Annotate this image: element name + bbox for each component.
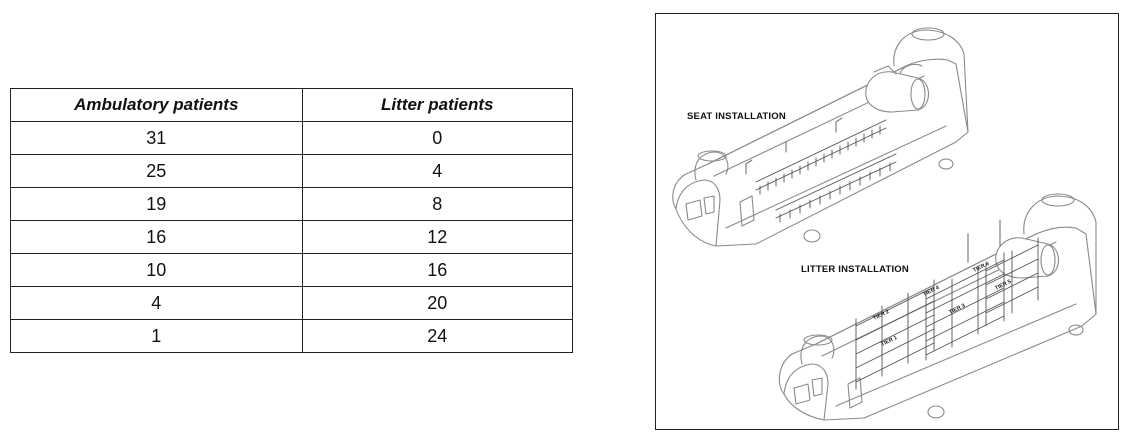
table-row bbox=[11, 155, 573, 188]
tier-2-label: TIER 2 bbox=[872, 308, 891, 322]
tier-6-label: TIER 6 bbox=[972, 260, 991, 274]
table-row bbox=[11, 254, 573, 287]
cell-litter: 24 bbox=[302, 320, 573, 353]
cell-litter: 20 bbox=[302, 287, 573, 320]
header-litter: Litter patients bbox=[302, 89, 573, 122]
table-row bbox=[11, 221, 573, 254]
table-row bbox=[11, 122, 573, 155]
header-ambulatory: Ambulatory patients bbox=[11, 89, 303, 122]
cell-ambulatory: 10 bbox=[11, 254, 303, 287]
litter-helicopter bbox=[779, 194, 1096, 420]
cell-litter: 12 bbox=[302, 221, 573, 254]
cell-litter: 0 bbox=[302, 122, 573, 155]
table-row bbox=[11, 188, 573, 221]
table-header-row bbox=[11, 89, 573, 122]
capacity-table bbox=[10, 88, 573, 353]
cell-ambulatory: 16 bbox=[11, 221, 303, 254]
helicopter-figure bbox=[655, 13, 1119, 430]
cell-ambulatory: 25 bbox=[11, 155, 303, 188]
tier-4-label: TIER 4 bbox=[922, 284, 941, 298]
table-row bbox=[11, 287, 573, 320]
cell-ambulatory: 1 bbox=[11, 320, 303, 353]
helicopter-illustration bbox=[656, 14, 1117, 428]
litter-installation-label: LITTER INSTALLATION bbox=[801, 264, 909, 275]
seat-installation-label: SEAT INSTALLATION bbox=[687, 111, 786, 122]
tier-3-label: TIER 3 bbox=[948, 302, 967, 316]
cell-litter: 8 bbox=[302, 188, 573, 221]
tier-1-label: TIER 1 bbox=[880, 334, 899, 348]
cell-litter: 4 bbox=[302, 155, 573, 188]
cell-ambulatory: 19 bbox=[11, 188, 303, 221]
seat-helicopter bbox=[673, 28, 968, 246]
cell-ambulatory: 31 bbox=[11, 122, 303, 155]
cell-litter: 16 bbox=[302, 254, 573, 287]
table-row bbox=[11, 320, 573, 353]
cell-ambulatory: 4 bbox=[11, 287, 303, 320]
tier-5-label: TIER 5 bbox=[994, 278, 1013, 292]
